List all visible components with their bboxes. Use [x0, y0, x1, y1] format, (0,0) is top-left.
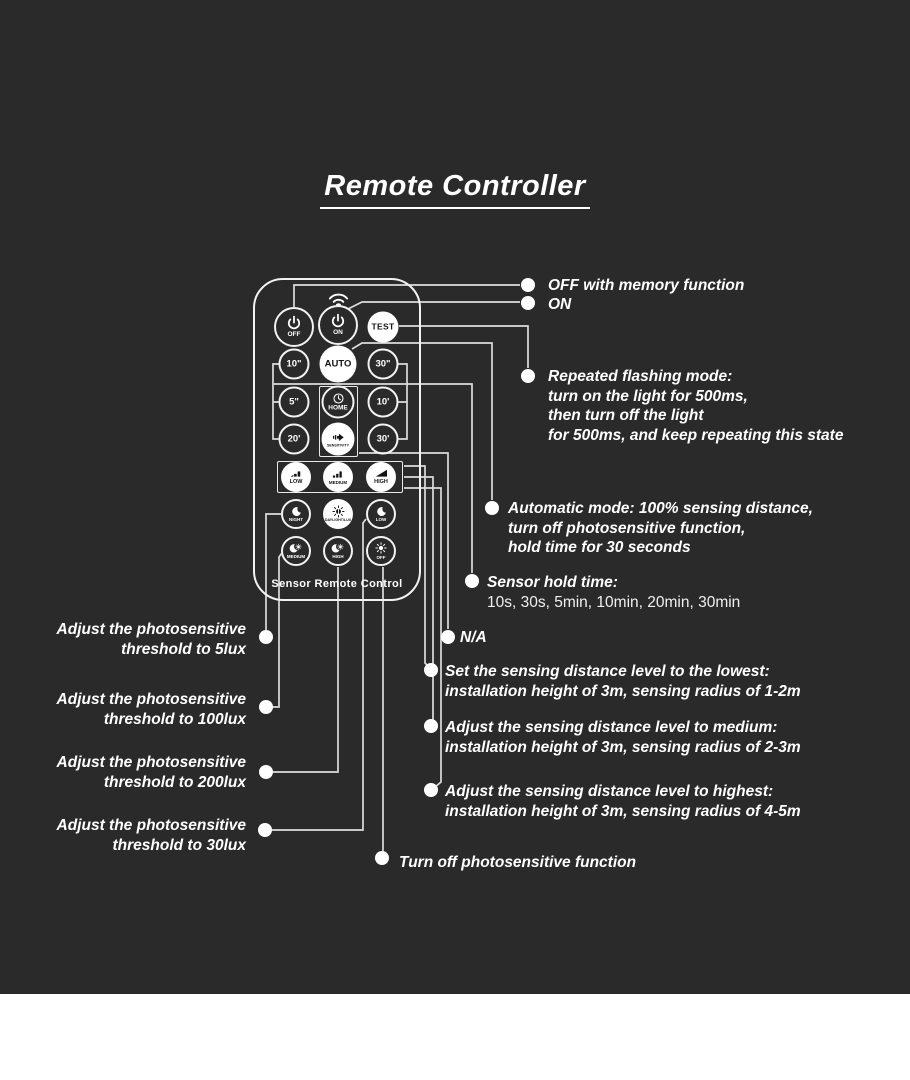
dot-100lux	[259, 700, 273, 714]
button-sensitivity: SENSITIVITY	[322, 423, 355, 456]
annotation-200lux: Adjust the photosensitive threshold to 200lux	[56, 754, 246, 791]
dot-on	[521, 296, 535, 310]
page-title: Remote Controller	[0, 170, 910, 209]
annotation-na: N/A	[460, 629, 487, 646]
button-auto: AUTO	[320, 346, 357, 383]
clock-icon	[332, 392, 344, 404]
bars-low-icon	[289, 468, 303, 479]
dot-30lux	[258, 823, 272, 837]
button-10m: 10'	[368, 387, 399, 418]
dot-distance-medium	[424, 719, 438, 733]
moon-icon	[291, 506, 302, 517]
button-lux-low: LOW	[366, 499, 396, 529]
annotation-distance-medium: Adjust the sensing distance level to medium: installation height of 3m, sensing radius of 2-3m	[445, 719, 801, 756]
wifi-icon	[326, 290, 351, 306]
dot-turnoff	[375, 851, 389, 865]
power-icon	[330, 313, 346, 329]
dot-distance-low	[424, 663, 438, 677]
dot-5lux	[259, 630, 273, 644]
button-on-label: ON	[333, 329, 343, 337]
button-lux-high: HIGH	[323, 536, 353, 566]
annotation-distance-low: Set the sensing distance level to the lowest: installation height of 3m, sensing radius of 1-2m	[445, 663, 801, 700]
power-icon	[286, 315, 302, 331]
daylight-sun-icon	[332, 505, 345, 518]
remote-footer-label: Sensor Remote Control	[271, 578, 403, 590]
annotation-30lux: Adjust the photosensitive threshold to 30lux	[56, 817, 246, 854]
annotation-5lux: Adjust the photosensitive threshold to 5lux	[56, 621, 246, 658]
button-home: HOME	[322, 386, 355, 419]
hold-time-values: 10s, 30s, 5min, 10min, 20min, 30min	[487, 593, 741, 611]
dot-off	[521, 278, 535, 292]
button-night: NIGHT	[281, 499, 311, 529]
dot-test	[521, 369, 535, 383]
ramp-high-icon	[374, 468, 389, 479]
button-off-label: OFF	[287, 331, 301, 339]
button-test	[368, 312, 399, 343]
dot-hold-time	[465, 574, 479, 588]
button-distance-medium: MEDIUM	[323, 462, 353, 492]
dot-200lux	[259, 765, 273, 779]
moon-sun-icon	[331, 543, 345, 554]
button-test-label: TEST	[371, 321, 395, 332]
bars-medium-icon	[331, 469, 345, 480]
annotation-distance-high: Adjust the sensing distance level to highest: installation height of 3m, sensing radius of 4-5m	[445, 783, 801, 820]
button-lux-medium: MEDIUM	[281, 536, 311, 566]
button-distance-high: HIGH	[366, 462, 396, 492]
sun-icon	[375, 542, 387, 554]
dot-auto	[485, 501, 499, 515]
annotation-flashing-mode: Repeated flashing mode: turn on the light for 500ms, then turn off the light for 500ms, and keep repeating this state	[548, 368, 844, 444]
moon-sun-icon	[289, 543, 303, 554]
sensitivity-arrow-icon	[331, 430, 345, 443]
button-30s: 30"	[368, 349, 399, 380]
button-5s: 5"	[279, 387, 310, 418]
dot-distance-high	[424, 783, 438, 797]
annotation-turnoff-photo: Turn off photosensitive function	[399, 854, 637, 871]
annotation-automatic-mode: Automatic mode: 100% sensing distance, turn off photosensitive function, hold time for 30 seconds	[508, 500, 813, 556]
annotation-hold-time: Sensor hold time: 10s, 30s, 5min, 10min, 20min, 30min	[487, 574, 741, 611]
moon-icon	[376, 506, 387, 517]
dot-na	[441, 630, 455, 644]
button-20m: 20'	[279, 424, 310, 455]
button-30m: 30'	[368, 424, 399, 455]
button-off	[274, 307, 314, 347]
button-distance-low: LOW	[281, 462, 311, 492]
annotation-off-memory: OFF with memory function	[548, 277, 745, 294]
button-daylight-lux: DAYLIGHT/LUX	[323, 499, 353, 529]
button-10s: 10"	[279, 349, 310, 380]
button-on	[318, 305, 358, 345]
annotation-100lux: Adjust the photosensitive threshold to 100lux	[56, 691, 246, 728]
button-photo-off: OFF	[366, 536, 396, 566]
annotation-on: ON	[548, 296, 572, 313]
